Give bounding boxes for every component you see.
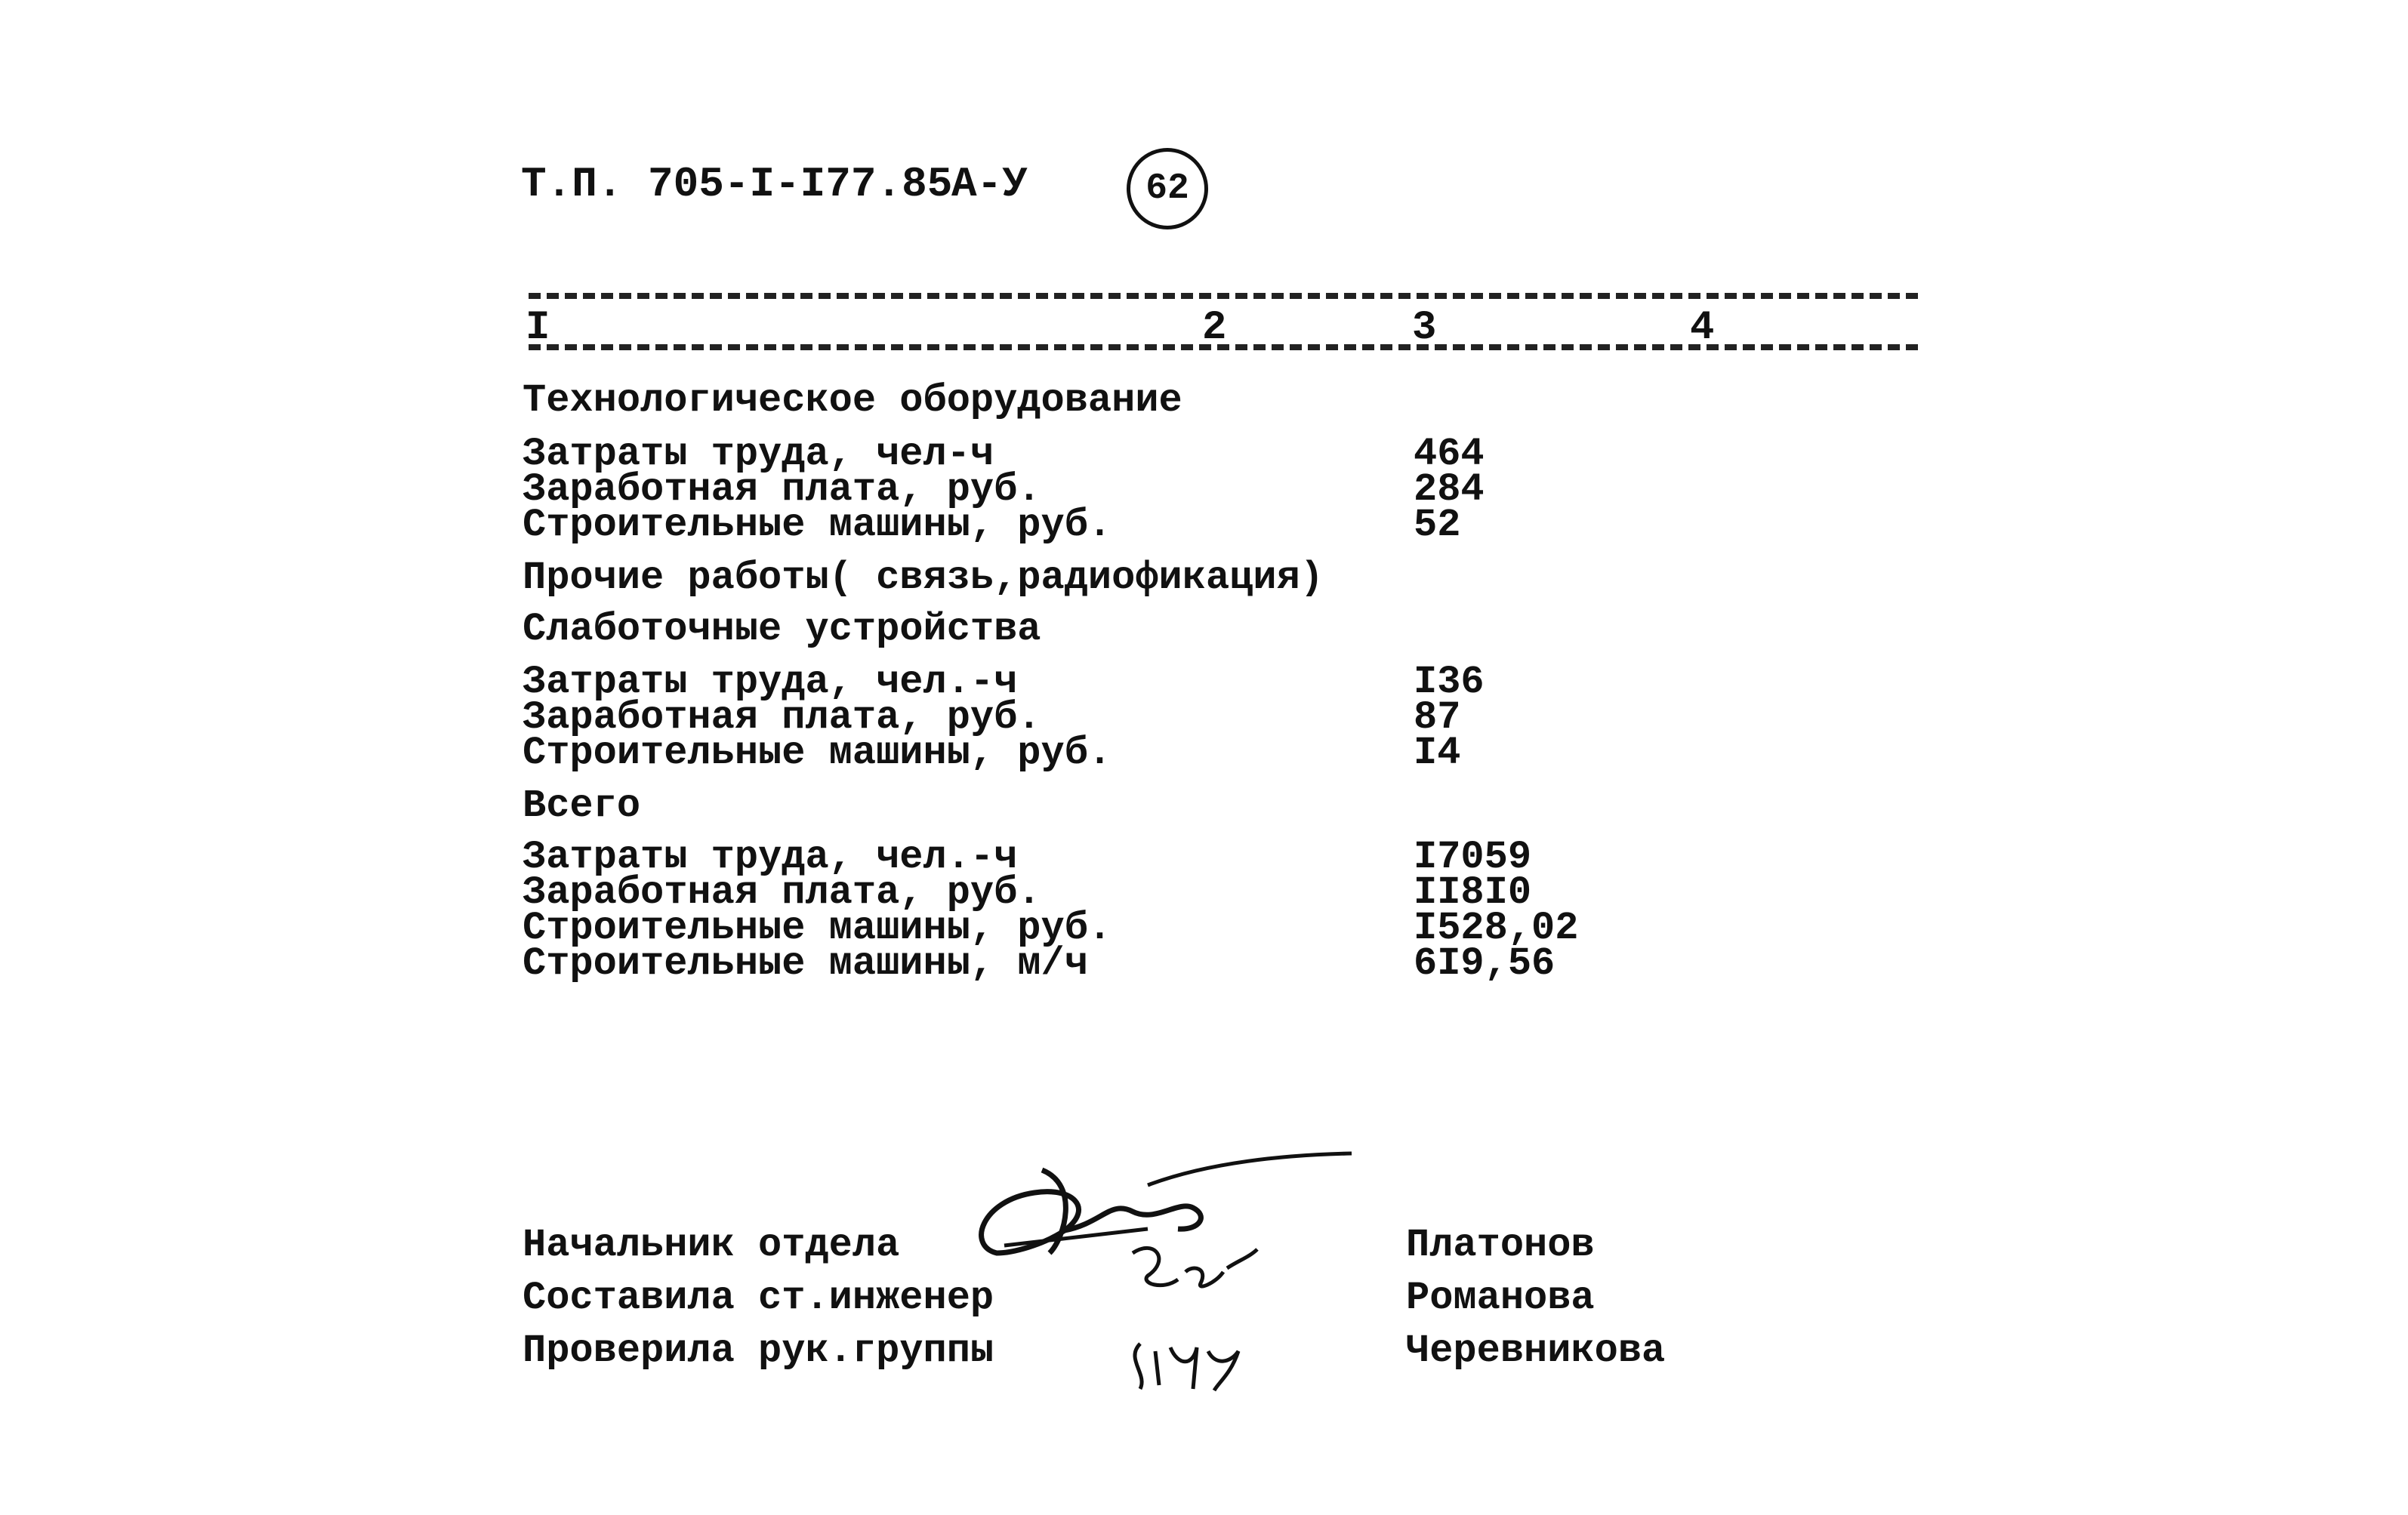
- document-reference: Т.П. 705-I-I77.85: [521, 160, 953, 208]
- row-value: I36: [1414, 660, 1485, 704]
- signature-name: Платонов: [1406, 1223, 1595, 1267]
- row-label: Строительные машины, руб.: [523, 731, 1112, 775]
- signature-role: Проверила рук.группы: [523, 1329, 994, 1373]
- column-number-1: I: [526, 305, 550, 351]
- row-label: Заработная плата, руб.: [523, 870, 1041, 915]
- row-label: Заработная плата, руб.: [523, 695, 1041, 740]
- signature-role: Начальник отдела: [523, 1223, 900, 1267]
- row-label: Строительные машины, руб.: [523, 906, 1112, 950]
- row-value: 6I9,56: [1414, 941, 1555, 986]
- row-label: Строительные машины, руб.: [523, 503, 1112, 547]
- signature-name: Романова: [1406, 1276, 1595, 1320]
- row-value: 87: [1414, 695, 1461, 740]
- section-title-low-current: Слаботочные устройства: [523, 607, 1041, 651]
- row-label: Затраты труда, чел.-ч: [523, 835, 1018, 879]
- row-value: I528,02: [1414, 906, 1579, 950]
- dashed-rule-top: [529, 293, 1918, 299]
- row-value: 284: [1414, 467, 1485, 512]
- row-value: 464: [1414, 432, 1485, 476]
- column-number-4: 4: [1690, 305, 1715, 351]
- row-value: II8I0: [1414, 870, 1532, 915]
- signature-role: Составила ст.инженер: [523, 1276, 994, 1320]
- row-value: I7059: [1414, 835, 1532, 879]
- row-label: Строительные машины, м/ч: [523, 941, 1088, 986]
- signature-engineer: [1125, 1238, 1261, 1306]
- row-label: Заработная плата, руб.: [523, 467, 1041, 512]
- page-number: 62: [1145, 168, 1189, 209]
- signature-group-lead: [1125, 1329, 1246, 1396]
- row-label: Затраты труда, чел-ч: [523, 432, 994, 476]
- row-label: Затраты труда, чел.-ч: [523, 660, 1018, 704]
- section-title-tech-equipment: Технологическое оборудование: [523, 378, 1182, 423]
- album-code: А-У: [951, 160, 1028, 208]
- row-value: 52: [1414, 503, 1461, 547]
- signature-name: Черевникова: [1406, 1329, 1666, 1373]
- page-number-stamp: [1127, 148, 1208, 229]
- section-title-other-works: Прочие работы( связь,радиофикация): [523, 556, 1324, 600]
- column-number-2: 2: [1202, 305, 1227, 351]
- section-title-total: Всего: [523, 784, 641, 828]
- column-number-3: 3: [1412, 305, 1437, 351]
- row-value: I4: [1414, 731, 1461, 775]
